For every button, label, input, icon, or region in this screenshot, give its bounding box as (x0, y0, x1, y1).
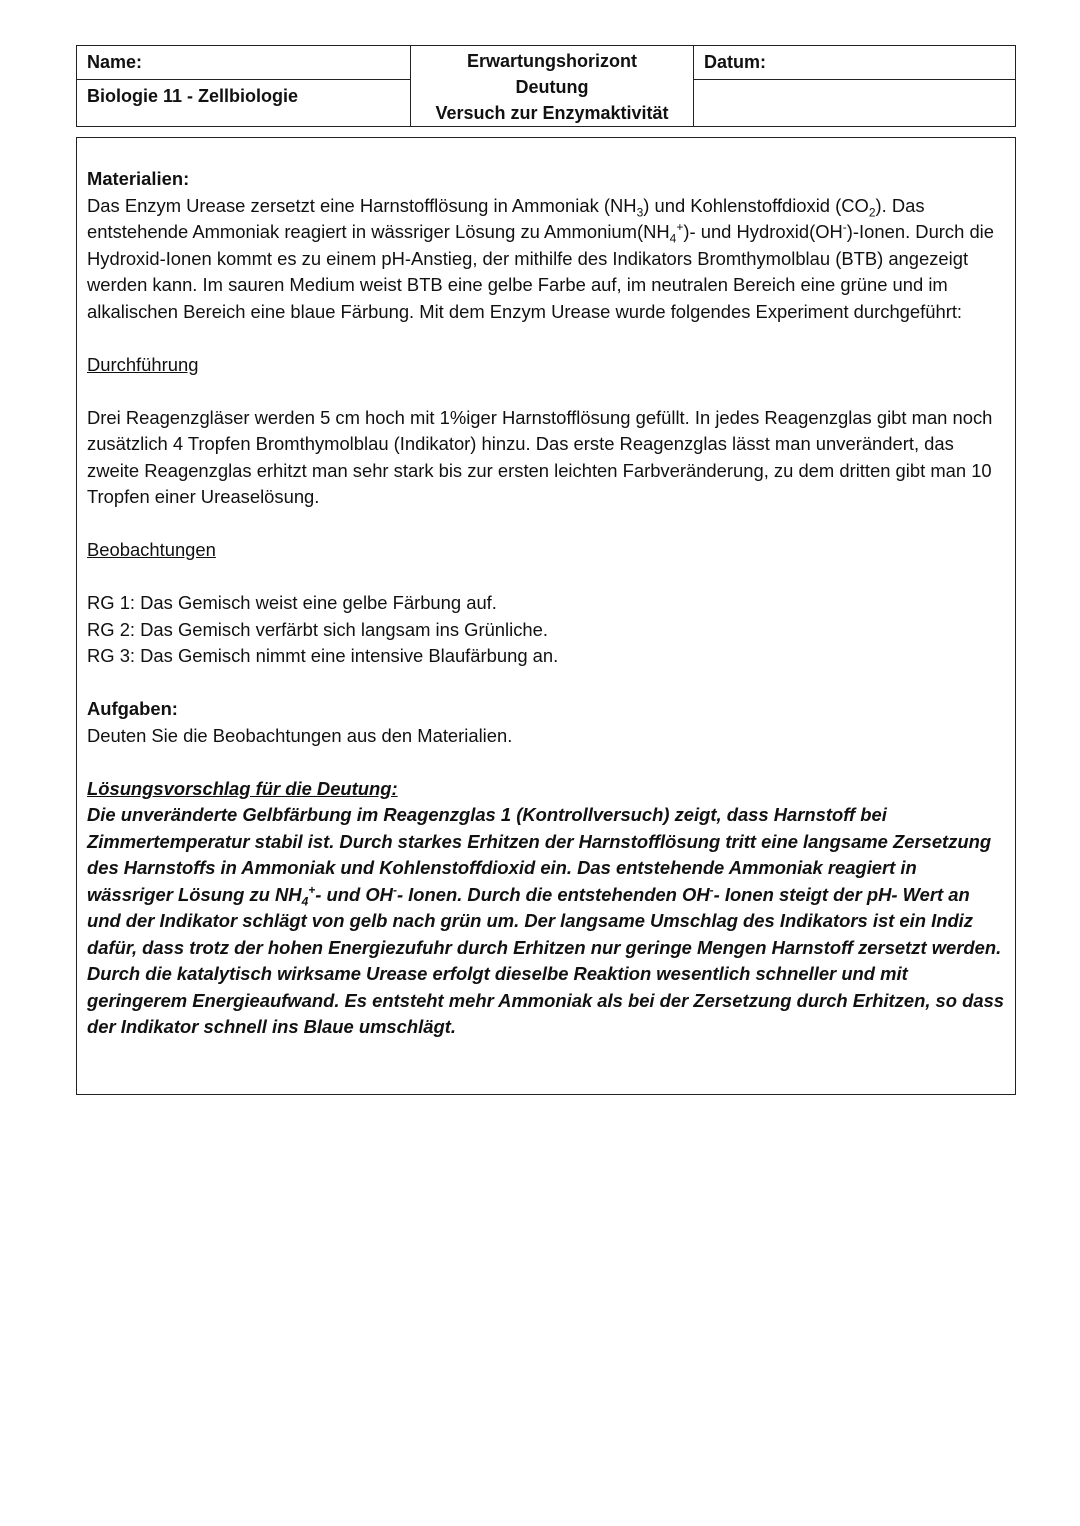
course-label: Biologie 11 - Zellbiologie (87, 86, 299, 106)
document-title (411, 48, 693, 126)
tasks-heading: Aufgaben: (87, 698, 178, 719)
solution-text: Die unveränderte Gelbfärbung im Reagenzglas 1 (Kontrollversuch) zeigt, dass Harnstoff bei Zimmertemperatur stabil ist. Durch starkes Erhitzen der Harnstofflösung tritt eine langsame Zersetzung des Harnstoffs in Ammoniak und Kohlenstoffdioxid ein. Das entstehende Ammoniak reagiert in wässriger Lösung zu $NH_4^+-$ und OH-- Ionen. Durch die entstehenden OH-- Ionen steigt der pH- Wert an und der Indikator schlägt von gelb nach grün um. Der langsame Umschlag des Indikators ist ein Indiz dafür, dass trotz der hohen Energiezufuhr durch Erhitzen nur geringe Mengen Harnstoff zersetzt werden. Durch die katalytisch wirksame Urease erfolgt dieselbe Reaktion wesentlich schneller und mit geringerem Energieaufwand. Es entsteht mehr Ammoniak als bei der Zersetzung durch Erhitzen, so dass der Indikator schnell ins Blaue umschlägt. (87, 804, 1005, 1037)
tasks-text: Deuten Sie die Beobachtungen aus den Materialien. (87, 724, 513, 746)
observation-item: RG 3: Das Gemisch nimmt eine intensive Blaufärbung an. (87, 645, 559, 666)
name-label: Name: (87, 52, 143, 72)
observation-item: RG 1: Das Gemisch weist eine gelbe Färbung auf. (87, 592, 497, 613)
materials-text: Das Enzym Urease zersetzt eine Harnstofflösung in Ammoniak $(NH_3)$ und Kohlenstoffdioxid $(CO_2)$. Das entstehende Ammoniak reagiert in wässriger Lösung zu $Ammonium(NH_4^+)-$ und Hydroxid(OH-)-Ionen. Durch die Hydroxid-Ionen kommt es zu einem pH-Anstieg, der mithilfe des Indikators Bromthymolblau (BTB) angezeigt werden kann. Im sauren Medium weist BTB eine gelbe Farbe auf, im neutralen Bereich eine grüne und im alkalischen Bereich eine blaue Färbung. Mit dem Enzym Urease wurde folgendes Experiment durchgeführt: (87, 194, 994, 322)
title-line-2: Deutung (515, 77, 589, 97)
content-box (76, 137, 1016, 1095)
header-divider-right (693, 46, 694, 126)
materials-heading: Materialien: (87, 168, 190, 189)
header-table (76, 45, 1016, 127)
title-line-3: Versuch zur Enzymaktivität (435, 103, 669, 123)
procedure-heading: Durchführung (87, 353, 199, 375)
header-row-divider-left (77, 79, 410, 80)
observation-item: RG 2: Das Gemisch verfärbt sich langsam ins Grünliche. (87, 618, 548, 640)
observations-heading: Beobachtungen (87, 539, 216, 560)
solution-heading: Lösungsvorschlag für die Deutung: (87, 777, 398, 799)
date-label: Datum: (704, 52, 766, 72)
title-line-1: Erwartungshorizont (467, 51, 637, 71)
procedure-text: Drei Reagenzgläser werden 5 cm hoch mit 1%iger Harnstofflösung gefüllt. In jedes Reagenzglas gibt man noch zusätzlich 4 Tropfen Bromthymolblau (Indikator) hinzu. Das erste Reagenzglas lässt man unverändert, das zweite Reagenzglas erhitzt man sehr stark bis zur ersten leichten Farbveränderung, zu dem dritten gibt man 10 Tropfen einer Ureaselösung. (87, 406, 993, 507)
header-row-divider-right (693, 79, 1015, 80)
